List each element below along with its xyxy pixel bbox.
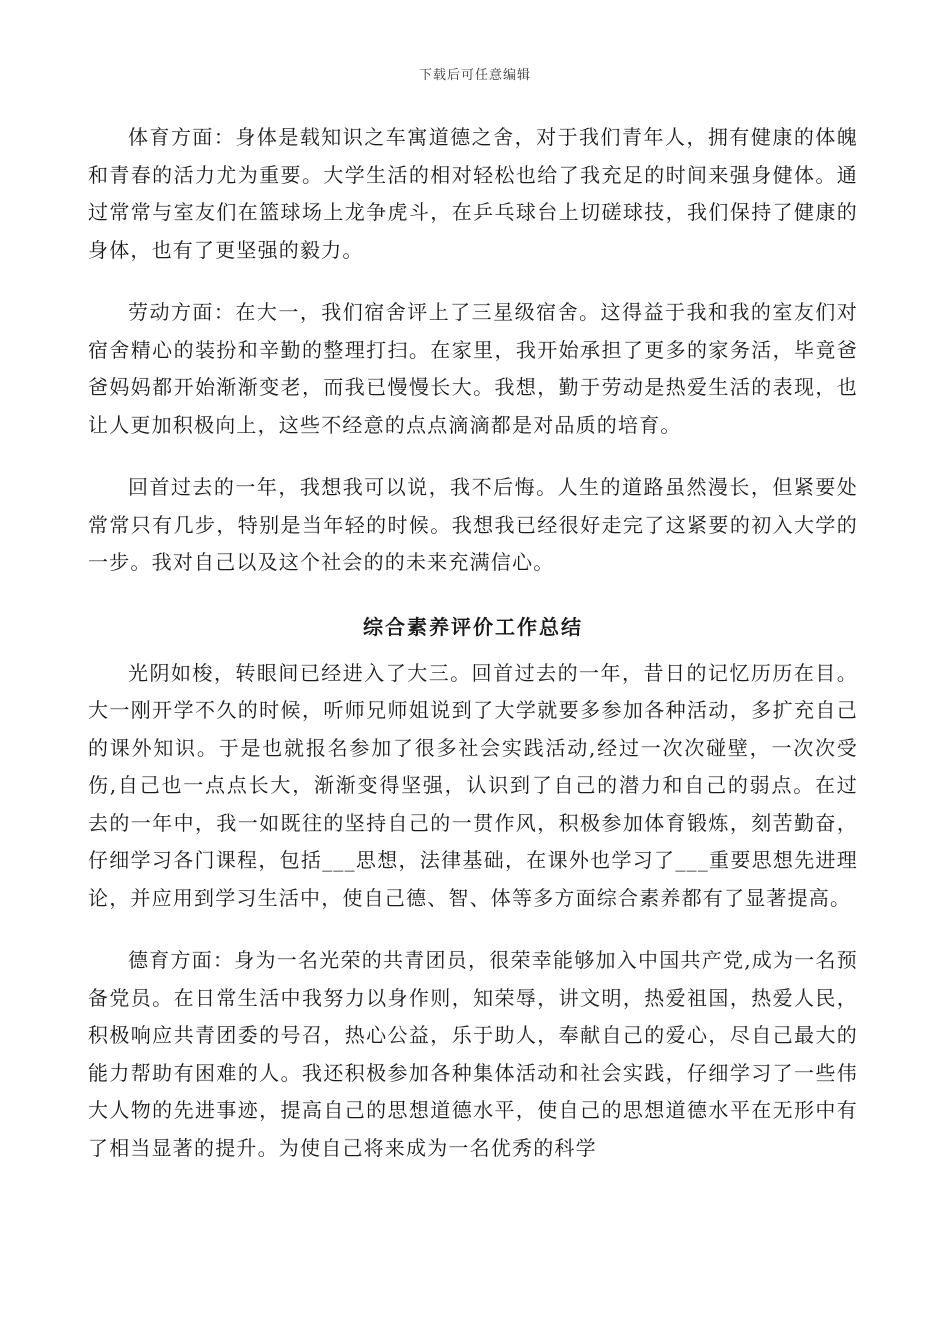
paragraph-moral: 德育方面：身为一名光荣的共青团员，很荣幸能够加入中国共产党,成为一名预备党员。在日常生活中我努力以身作则，知荣辱，讲文明，热爱祖国，热爱人民，积极响应共青团委的号召，热心公益，乐于助人，奉献自己的爱心，尽自己最大的能力帮助有困难的人。我还积极参加各种集体活动和社会实践，仔细学习了一些伟大人物的先进事迹，提高自己的思想道德水平，使自己的思想道德水平在无形中有了相当显著的提升。为使自己将来成为一名优秀的科学	[88, 948, 858, 1160]
paragraph-sports: 体育方面：身体是载知识之车寓道德之舍，对于我们青年人，拥有健康的体魄和青春的活力尤为重要。大学生活的相对轻松也给了我充足的时间来强身健体。通过常常与室友们在篮球场上龙争虎斗，在乒乓球台上切磋球技，我们保持了健康的身体，也有了更坚强的毅力。	[88, 125, 858, 262]
paragraph-review: 回首过去的一年，我想我可以说，我不后悔。人生的道路虽然漫长，但紧要处常常只有几步，特别是当年轻的时候。我想我已经很好走完了这紧要的初入大学的一步。我对自己以及这个社会的的未来充满信心。	[88, 475, 858, 574]
section-title: 综合素养评价工作总结	[363, 614, 583, 639]
document-body	[88, 119, 858, 1192]
page-header: 下载后可任意编辑	[418, 68, 531, 83]
paragraph-labor: 劳动方面：在大一，我们宿舍评上了三星级宿舍。这得益于我和我的室友们对宿舍精心的装扮和辛勤的整理打扫。在家里，我开始承担了更多的家务活，毕竟爸爸妈妈都开始渐渐变老，而我已慢慢长大。我想，勤于劳动是热爱生活的表现，也让人更加积极向上，这些不经意的点点滴滴都是对品质的培育。	[88, 300, 858, 437]
paragraph-intro: 光阴如梭，转眼间已经进入了大三。回首过去的一年，昔日的记忆历历在目。大一刚开学不久的时候，听师兄师姐说到了大学就要多参加各种活动，多扩充自己的课外知识。于是也就报名参加了很多社会实践活动,经过一次次碰壁，一次次受伤,自己也一点点长大，渐渐变得坚强，认识到了自己的潜力和自己的弱点。在过去的一年中，我一如既往的坚持自己的一贯作风，积极参加体育锻炼，刻苦勤奋，仔细学习各门课程，包括___思想，法律基础，在课外也学习了___重要思想先进理论，并应用到学习生活中，使自己德、智、体等多方面综合素养都有了显著提高。	[88, 660, 858, 910]
